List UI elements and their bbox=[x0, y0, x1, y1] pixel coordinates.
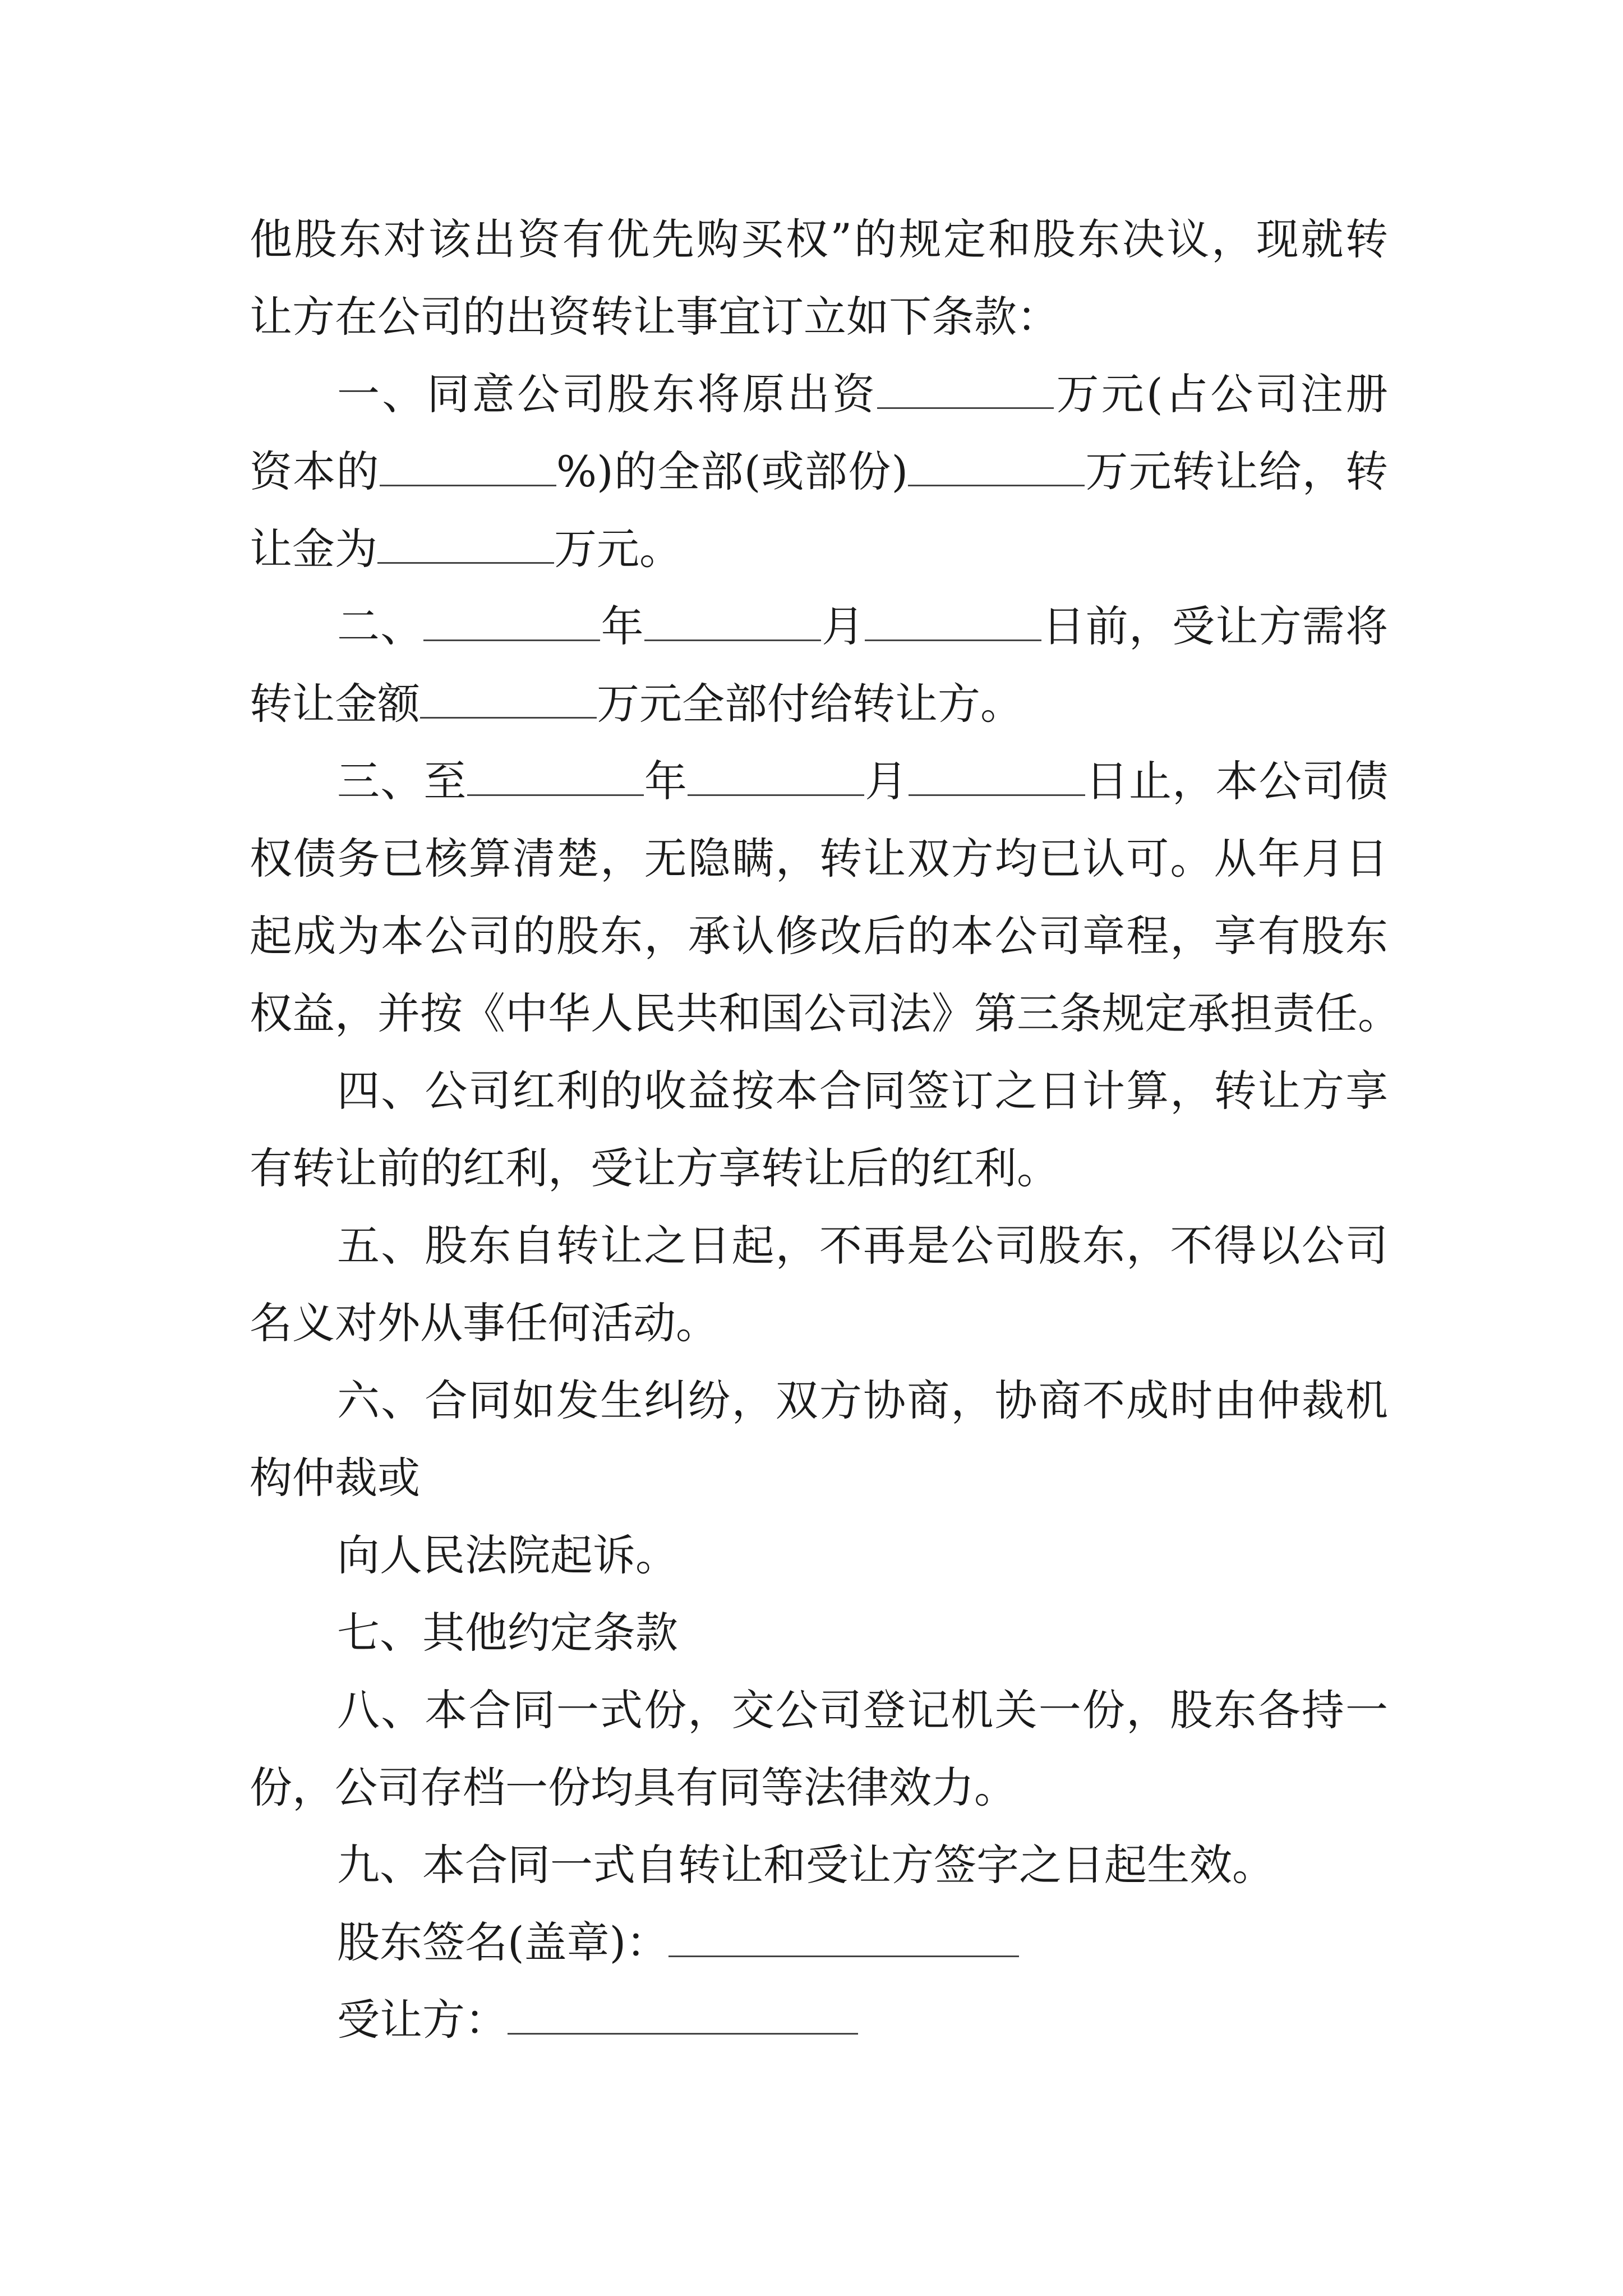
clause-4-line-2: 有转让前的红利，受让方享转让后的红利。 bbox=[250, 1143, 1059, 1193]
shareholder-signature-row bbox=[250, 1904, 1388, 1981]
fill-blank[interactable] bbox=[644, 606, 821, 641]
fill-blank[interactable] bbox=[377, 528, 554, 564]
clause-5-line-2: 名义对外从事任何活动。 bbox=[250, 1298, 718, 1348]
transferee-signature-row bbox=[250, 1981, 1388, 2059]
clause-6-line-3: 向人民法院起诉。 bbox=[337, 1530, 678, 1580]
clause-2-line-2: 转让金额 万元全部付给转让方。 bbox=[250, 679, 1023, 729]
fill-blank[interactable] bbox=[909, 761, 1085, 796]
clause-3-line-4: 权益，并按《中华人民共和国公司法》第三条规定承担责任。 bbox=[250, 988, 1400, 1038]
clause-1-line-1: 一、同意公司股东将原出资 万元(占公司注册 bbox=[337, 369, 1389, 419]
transferee-signature-field[interactable] bbox=[508, 1999, 858, 2035]
intro-line-1: 他股东对该出资有优先购买权”的规定和股东决议，现就转 bbox=[250, 214, 1388, 264]
clause-3-line-2: 权债务已核算清楚，无隐瞒，转让双方均已认可。从年月日 bbox=[250, 834, 1388, 884]
clause-1-line-2: 资本的 %)的全部(或部份) 万元转让给，转 bbox=[250, 447, 1389, 496]
clause-7: 七、其他约定条款 bbox=[337, 1608, 678, 1658]
clause-6-line-1: 六、合同如发生纠纷，双方协商，协商不成时由仲裁机 bbox=[337, 1375, 1388, 1425]
clause-2-line-1: 二、 年 月 日前，受让方需将 bbox=[337, 601, 1389, 651]
fill-blank[interactable] bbox=[877, 374, 1054, 409]
clause-3-line-3: 起成为本公司的股东，承认修改后的本公司章程，享有股东 bbox=[250, 911, 1388, 961]
transferee-signature-label: 受让方： bbox=[337, 1995, 508, 2045]
clause-8-line-1: 八、本合同一式份，交公司登记机关一份，股东各持一 bbox=[337, 1685, 1388, 1735]
intro-line-2: 让方在公司的出资转让事宜订立如下条款： bbox=[250, 292, 1059, 342]
fill-blank[interactable] bbox=[423, 606, 600, 641]
fill-blank[interactable] bbox=[908, 451, 1085, 486]
fill-blank[interactable] bbox=[420, 683, 597, 719]
clause-1-line-3: 让金为 万元。 bbox=[250, 524, 682, 574]
fill-blank[interactable] bbox=[380, 451, 556, 486]
clause-4-line-1: 四、公司红利的收益按本合同签订之日计算，转让方享 bbox=[337, 1066, 1388, 1116]
fill-blank[interactable] bbox=[865, 606, 1041, 641]
fill-blank[interactable] bbox=[467, 761, 644, 796]
fill-blank[interactable] bbox=[688, 761, 864, 796]
clause-5-line-1: 五、股东自转让之日起，不再是公司股东，不得以公司 bbox=[337, 1221, 1388, 1271]
clause-6-line-2: 构仲裁或 bbox=[250, 1453, 420, 1503]
clause-9: 九、本合同一式自转让和受让方签字之日起生效。 bbox=[337, 1840, 1275, 1890]
shareholder-signature-label: 股东签名(盖章)： bbox=[337, 1917, 669, 1967]
clause-8-line-2: 份，公司存档一份均具有同等法律效力。 bbox=[250, 1763, 1017, 1812]
clause-3-line-1: 三、至 年 月 日止，本公司债 bbox=[337, 756, 1389, 806]
contract-page bbox=[250, 201, 1400, 2059]
shareholder-signature-field[interactable] bbox=[668, 1922, 1019, 1957]
